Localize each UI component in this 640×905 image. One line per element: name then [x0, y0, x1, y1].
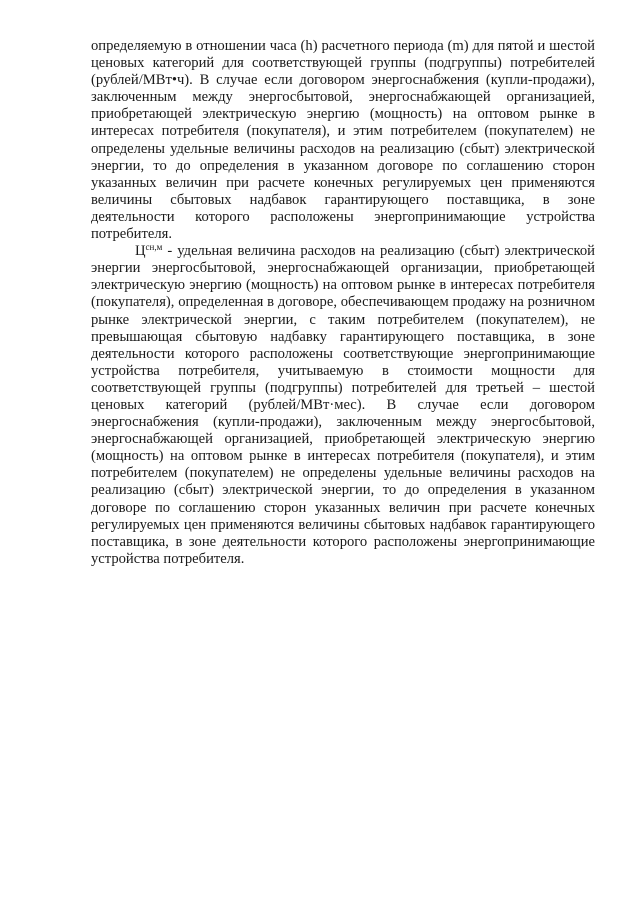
- paragraph-continuation: [91, 38, 595, 243]
- paragraph-definition: [91, 243, 595, 568]
- document-page: [91, 38, 595, 568]
- paragraph-text: - удельная величина расходов на реализацию (сбыт) электрической энергии энергосбытовой, энергоснабжающей организации, приобретающей электрическую энергию (мощность) на оптовом рынке в интересах потребителя (покупателя), определенная в договоре, обеспечивающем продажу на розничном рынке электрической энергии, с таким потребителем (покупателем), не превышающая сбытовую надбавку гарантирующего поставщика, в зоне деятельности которого расположены соответствующие энергопринимающие устройства потребителя, учитываемую в стоимости мощности для соответствующей группы (подгруппы) потребителей для третьей – шестой ценовых категорий (рублей/МВт·мес). В случае если договором энергоснабжения (купли-продажи), заключенным между энергосбытовой, энергоснабжающей организацией, приобретающей электрическую энергию (мощность) на оптовом рынке в интересах потребителя (покупателя), и этим потребителем (покупателем) не определены удельные величины расходов на реализацию (сбыт) электрической энергии, то до определения в указанном договоре по соглашению сторон указанных величин при расчете конечных регулируемых цен применяются величины сбытовых надбавок гарантирующего поставщика, в зоне деятельности которого расположены энергопринимающие устройства потребителя.: [91, 243, 595, 567]
- formula-symbol: Ц: [135, 243, 146, 260]
- formula-symbol-superscript: сн,м: [145, 242, 163, 253]
- paragraph-text: определяемую в отношении часа (h) расчетного периода (m) для пятой и шестой ценовых категорий для соответствующей группы (подгруппы) потребителей (рублей/МВт•ч). В случае если договором энергоснабжения (купли-продажи), заключенным между энергосбытовой, энергоснабжающей организацией, приобретающей электрическую энергию (мощность) на оптовом рынке в интересах потребителя (покупателя), и этим потребителем (покупателем) не определены удельные величины расходов на реализацию (сбыт) электрической энергии, то до определения в указанном договоре по соглашению сторон указанных величин при расчете конечных регулируемых цен применяются величины сбытовых надбавок гарантирующего поставщика, в зоне деятельности которого расположены энергопринимающие устройства потребителя.: [91, 38, 595, 243]
